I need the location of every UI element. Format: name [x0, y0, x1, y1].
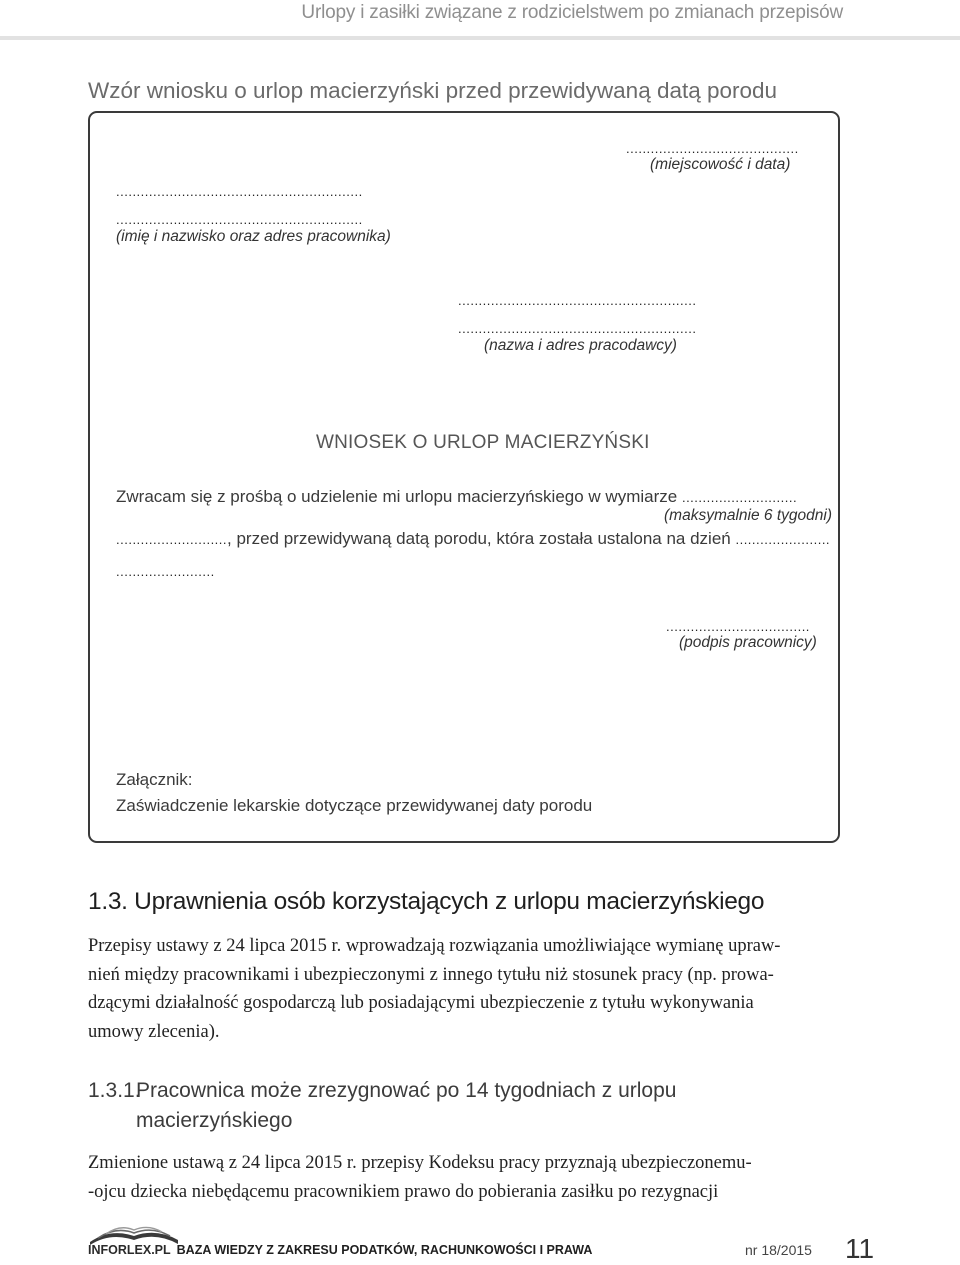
footer-issue: nr 18/2015 — [745, 1242, 812, 1258]
page-number: 11 — [845, 1233, 875, 1264]
place-date-hint: (miejscowość i data) — [650, 156, 791, 173]
signature-dots: ................................... — [666, 619, 810, 634]
signature-hint: (podpis pracownicy) — [679, 634, 817, 651]
request-line1 — [116, 487, 797, 507]
request-line2-dots: ........................... — [116, 532, 228, 547]
employer-dots-line2: .......................................................... — [458, 321, 697, 336]
subsection-title-line2: macierzyńskiego — [136, 1109, 293, 1132]
max-weeks-hint: (maksymalnie 6 tygodni) — [664, 507, 832, 524]
paragraph-line: nień między pracownikami i ubezpieczonymi z innego tytułu niż stosunek pracy (np. prowa- — [88, 964, 774, 985]
footer-brand: INFORLEX.PL — [88, 1243, 171, 1257]
paragraph-line: -ojcu dziecka niebędącemu pracownikiem prawo do pobierania zasiłku po rezygnacji — [88, 1181, 719, 1202]
paragraph-line: Zmienione ustawą z 24 lipca 2015 r. przepisy Kodeksu pracy przyznają ubezpieczonemu- — [88, 1153, 752, 1173]
place-date-dots: .......................................... — [626, 141, 799, 156]
attachment-text: Zaświadczenie lekarskie dotyczące przewidywanej daty porodu — [116, 796, 593, 815]
paragraph-line: Przepisy ustawy z 24 lipca 2015 r. wprowadzają rozwiązania umożliwiające wymianę upraw- — [88, 936, 781, 956]
subsection-heading — [88, 1076, 728, 1136]
request-line1-text: Zwracam się z prośbą o udzielenie mi urlopu macierzyńskiego w wymiarze — [116, 487, 678, 506]
employee-hint: (imię i nazwisko oraz adres pracownika) — [116, 228, 391, 245]
request-line2 — [116, 529, 830, 549]
paragraph-line: dzącymi działalność gospodarczą lub posiadającymi ubezpieczenie z tytułu wykonywania — [88, 993, 754, 1013]
attachment-label: Załącznik: — [116, 770, 193, 789]
footer-tagline: BAZA WIEDZY Z ZAKRESU PODATKÓW, RACHUNKOWOŚCI I PRAWA — [176, 1243, 593, 1257]
form-heading: Wzór wniosku o urlop macierzyński przed przewidywaną datą porodu — [88, 78, 778, 103]
subsection-paragraph — [88, 1149, 843, 1206]
section-paragraph — [88, 932, 843, 1046]
employer-hint: (nazwa i adres pracodawcy) — [484, 337, 677, 354]
subsection-number: 1.3.1. — [88, 1079, 141, 1102]
running-header: Urlopy i zasiłki związane z rodzicielstwem po zmianach przepisów — [301, 2, 843, 23]
request-line2-text: , przed przewidywaną datą porodu, która została ustalona na dzień — [227, 529, 731, 548]
section-heading: 1.3. Uprawnienia osób korzystających z urlopu macierzyńskiego — [88, 888, 765, 915]
form-title: WNIOSEK O URLOP MACIERZYŃSKI — [316, 432, 650, 453]
request-line1-dots: ............................ — [681, 490, 798, 505]
employee-dots-line1: ............................................................ — [116, 184, 363, 199]
request-line3-dots: ........................ — [116, 564, 215, 579]
header-divider — [0, 36, 960, 40]
paragraph-line: umowy zlecenia). — [88, 1021, 220, 1042]
request-line2-dots-end: ....................... — [735, 532, 831, 547]
subsection-title-line1: Pracownica może zrezygnować po 14 tygodniach z urlopu — [136, 1079, 677, 1102]
footer-brand-line — [88, 1243, 592, 1257]
employee-dots-line2: ............................................................ — [116, 212, 363, 227]
employer-dots-line1: .......................................................... — [458, 293, 697, 308]
